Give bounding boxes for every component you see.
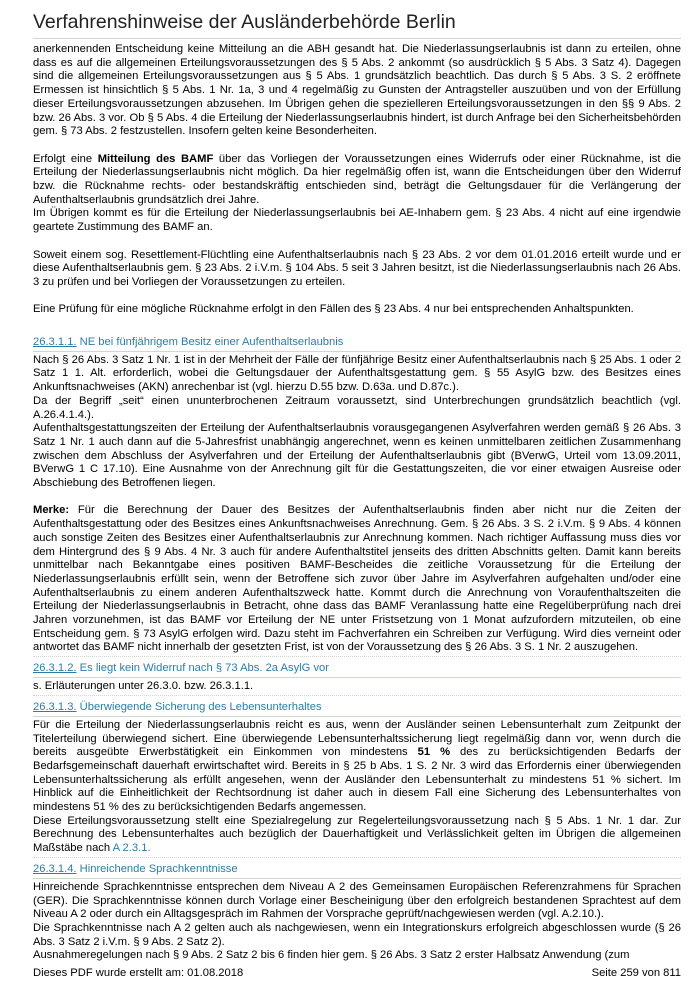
paragraph: Die Sprachkenntnisse nach A 2 gelten auch als nachgewiesen, wenn ein Integrationskurs erfolgreich abgeschlossen wurde (§ 26 Abs. 3 Satz 2 i.V.m. § 9 Abs. 2 Satz 2).	[33, 922, 681, 948]
section-title: Es liegt kein Widerruf nach § 73 Abs. 2a AsylG vor	[79, 662, 330, 675]
page-number: Seite 259 von 811	[591, 967, 681, 979]
section-heading[interactable]	[33, 700, 681, 717]
section-heading[interactable]	[33, 661, 681, 678]
section-title: Hinreichende Sprachkenntnisse	[79, 862, 238, 875]
section-title: NE bei fünfjährigem Besitz einer Aufenthaltserlaubnis	[79, 335, 344, 348]
paragraph: Aufenthaltsgestattungszeiten der Erteilung der Aufenthaltserlaubnis vorausgegangenen Asylverfahren werden gemäß § 26 Abs. 3 Satz 1 Nr. 1 auch dann auf die 5-Jahresfrist unabhängig angerechnet, wenn es keinen unmittelbaren zeitlichen Zusammenhang zwischen dem Abschluss der Asylverfahren und der Erteilung der Aufenthaltserlaubnis gibt (BVerwG, Urteil vom 13.09.2011, BVerwG 1 C 17.10). Eine Ausnahme von der Anrechnung gilt für die Gestattungszeiten, die vor einer etwaigen Ausreise oder Abschiebung des Betroffenen liegen.	[33, 422, 681, 490]
paragraph: anerkennenden Entscheidung keine Mitteilung an die ABH gesandt hat. Die Niederlassungserlaubnis ist dann zu erteilen, ohne dass es auf die allgemeinen Erteilungsvoraussetzungen des § 5 Abs. 2 ankommt (so ausdrücklich § 5 Abs. 3 Satz 4). Dagegen sind die allgemeinen Erteilungsvoraussetzungen aus § 5 Abs. 1 grundsätzlich beachtlich. Das durch § 5 Abs. 3 S. 2 eröffnete Ermessen ist hinsichtlich § 5 Abs. 1 Nr. 1a, 3 und 4 regelmäßig zu Gunsten der Antragsteller auszuüben und von der Erfüllung dieser Erteilungsvoraussetzungen abzusehen. Im Übrigen gehen die spezielleren Erteilungsvoraussetzungen in den §§ 9 Abs. 2 bzw. 26 Abs. 3 vor. Ob § 5 Abs. 4 die Erteilung der Niederlassungserlaubnis hindert, ist durch Anfrage bei den Sicherheitsbehörden gem. § 73 Abs. 2 festzustellen. Insofern gelten keine Besonderheiten.	[33, 43, 681, 138]
section-number-link[interactable]: 26.3.1.3.	[33, 700, 77, 713]
section-body	[33, 879, 681, 964]
created-date: Dieses PDF wurde erstellt am: 01.08.2018	[33, 967, 244, 979]
page-title: Verfahrenshinweise der Ausländerbehörde Berlin	[33, 10, 681, 39]
section-body	[33, 678, 681, 696]
section-title: Überwiegende Sicherung des Lebensunterhaltes	[79, 700, 322, 713]
paragraph	[33, 815, 681, 856]
paragraph: Im Übrigen kommt es für die Erteilung der Niederlassungserlaubnis bei AE-Inhabern gem. § 23 Abs. 4 nicht auf eine irgendwie geartete Zustimmung des BAMF an.	[33, 207, 681, 234]
text-run: über das Vorliegen der Voraussetzungen eines Widerrufs oder einer Rücknahme, ist die Erteilung der Niederlassungserlaubnis nicht möglich. Da hier regelmäßig offen ist, wann die Entscheidungen über den Widerruf bzw. die Rücknahme rechts- oder bestandskräftig entschieden sind, beträgt die Geltungsdauer für die Verlängerung der Aufenthaltserlaubnis grundsätzlich drei Jahre.	[33, 152, 681, 206]
section-number-link[interactable]: 26.3.1.4.	[33, 862, 77, 875]
paragraph: Da der Begriff „seit“ einen ununterbrochenen Zeitraum voraussetzt, sind Unterbrechungen grundsätzlich beachtlich (vgl. A.26.4.1.4.).	[33, 394, 681, 421]
section-heading[interactable]	[33, 862, 681, 879]
paragraph	[33, 719, 681, 815]
bold-text: 51 %	[417, 746, 451, 759]
paragraph: Eine Prüfung für eine mögliche Rücknahme erfolgt in den Fällen des § 23 Abs. 4 nur bei entsprechenden Anhaltspunkten.	[33, 303, 634, 316]
text-run: Für die Berechnung der Dauer des Besitzes der Aufenthaltserlaubnis finden aber nicht nur die Zeiten der Aufenthaltsgestattung oder des Besitzes eines Ankunftsnachweises Anrechnung. Gem. § 26 Abs. 3 S. 2 i.V.m. § 9 Abs. 4 können auch sonstige Zeiten des Besitzes einer Aufenthaltserlaubnis zur Anrechnung kommen. Nach richtiger Auffassung muss dies vor dem Hintergrund des § 9 Abs. 4 Nr. 3 auch für andere Aufenthaltstitel jenseits des dritten Abschnitts gelten. Damit kann bereits unmittelbar nach Bekanntgabe eines positiven BAMF-Bescheides die zeitliche Voraussetzung für die Erteilung der Niederlassungserlaubnis erfüllt sein, wenn der Betroffene sich zuvor über Jahre im Asylverfahren aufgehalten und/oder eine Aufenthaltserlaubnis zu einem anderen Aufenthaltszweck hatte. Kommt durch die Anrechnung von Voraufenthaltszeiten die Erteilung der Niederlassungserlaubnis in Betracht, ohne dass das BAMF Veranlassung hatte eine Regelüberprüfung nach drei Jahren vorzunehmen, ist das BAMF vor Erteilung der NE unter Fristsetzung von 1 Monat aufzufordern mitzuteilen, ob eine Entscheidung gem. § 73 AsylG erfolgen wird. Dazu steht im Fachverfahren ein Schreiben zur Verfügung. Wird dies verneint oder antwortet das BAMF nicht innerhalb der gesetzten Frist, ist von der Voraussetzung des § 26 Abs. 3 S. 1 Nr. 2 auszugehen.	[33, 504, 681, 654]
document-page	[33, 10, 681, 964]
merke-label: Merke:	[33, 504, 70, 517]
section-number-link[interactable]: 26.3.1.2.	[33, 662, 77, 675]
reference-link[interactable]: A 2.3.1.	[112, 842, 151, 855]
paragraph: Soweit einem sog. Resettlement-Flüchtling eine Aufenthaltserlaubnis nach § 23 Abs. 2 vor dem 01.01.2016 erteilt wurde und er diese Aufenthaltserlaubnis gem. § 23 Abs. 2 i.V.m. § 104 Abs. 5 seit 3 Jahren besitzt, ist die Niederlassungserlaubnis nach 26 Abs. 3 zu prüfen und bei Vorliegen der Voraussetzungen zu erteilen.	[33, 248, 681, 288]
paragraph: Ausnahmeregelungen nach § 9 Abs. 2 Satz 2 bis 6 finden hier gem. § 26 Abs. 3 Satz 2 erster Halbsatz Anwendung (zum	[33, 949, 630, 962]
text-run: Erfolgt eine	[33, 152, 98, 165]
section-body	[33, 717, 681, 858]
intro-section	[33, 43, 681, 331]
section-number-link[interactable]: 26.3.1.1.	[33, 335, 77, 348]
paragraph: Hinreichende Sprachkenntnisse entsprechen dem Niveau A 2 des Gemeinsamen Europäischen Referenzrahmens für Sprachen (GER). Die Sprachkenntnisse können durch Vorlage einer Bescheinigung über den erfolgreich bestandenen Sprachtest auf dem Niveau A 2 oder durch ein Alltagsgespräch im Rahmen der Vorsprache geprüft/nachgewiesen werden (vgl. A.2.10.).	[33, 880, 681, 921]
section-heading[interactable]	[33, 335, 681, 352]
section-body	[33, 352, 681, 657]
text-run: Für die Erteilung der Niederlassungserlaubnis reicht es aus, wenn der Ausländer seinen Lebensunterhalt zum Zeitpunkt der Titelerteilung überwiegend sichert. Eine überwiegende Lebensunterhaltssicherung liegt regelmäßig dann vor, wenn durch die bereits ausgeübte Erwerbstätigkeit ein Einkommen von mindestens	[33, 718, 681, 759]
paragraph: s. Erläuterungen unter 26.3.0. bzw. 26.3.1.1.	[33, 680, 254, 693]
text-run: Diese Erteilungsvoraussetzung stellt eine Spezialregelung zur Regelerteilungsvoraussetzung nach § 5 Abs. 1 Nr. 1 dar. Zur Berechnung des Lebensunterhaltes auch bezüglich der Dauerhaftigkeit und Verlässlichkeit gelten im Übrigen die allgemeinen Maßstäbe nach	[33, 814, 681, 855]
merke-paragraph	[33, 504, 681, 655]
paragraph	[33, 153, 681, 208]
bold-text: Mitteilung des BAMF	[97, 152, 214, 165]
page-footer	[33, 966, 681, 980]
paragraph: Nach § 26 Abs. 3 Satz 1 Nr. 1 ist in der Mehrheit der Fälle der fünfjährige Besitz einer Aufenthaltserlaubnis nach § 25 Abs. 1 oder 2 Satz 1 1. Alt. erforderlich, wobei die Geltungsdauer der Aufenthaltsgestattung gem. § 55 AsylG bzw. des Besitzes eines Ankunftsnachweises (AKN) anrechenbar ist (vgl. hierzu D.55 bzw. D.63a. und D.87c.).	[33, 353, 681, 394]
text-run: des zu berücksichtigenden Bedarfs der Bedarfsgemeinschaft dauerhaft erwirtschaftet wird. Bereits in § 25 b Abs. 1 S. 2 Nr. 3 wird das Erfordernis einer überwiegenden Lebensunterhaltssicherung als erfüllt angesehen, wenn der Ausländer den Lebensunterhalt zu mindestens 51 % sichert. Im Hinblick auf die Einheitlichkeit der Rechtsordnung ist daher auch in diesem Fall eine Sicherung des Lebensunterhaltes von mindestens 51 % des zu berücksichtigenden Bedarfs angemessen.	[33, 746, 681, 814]
